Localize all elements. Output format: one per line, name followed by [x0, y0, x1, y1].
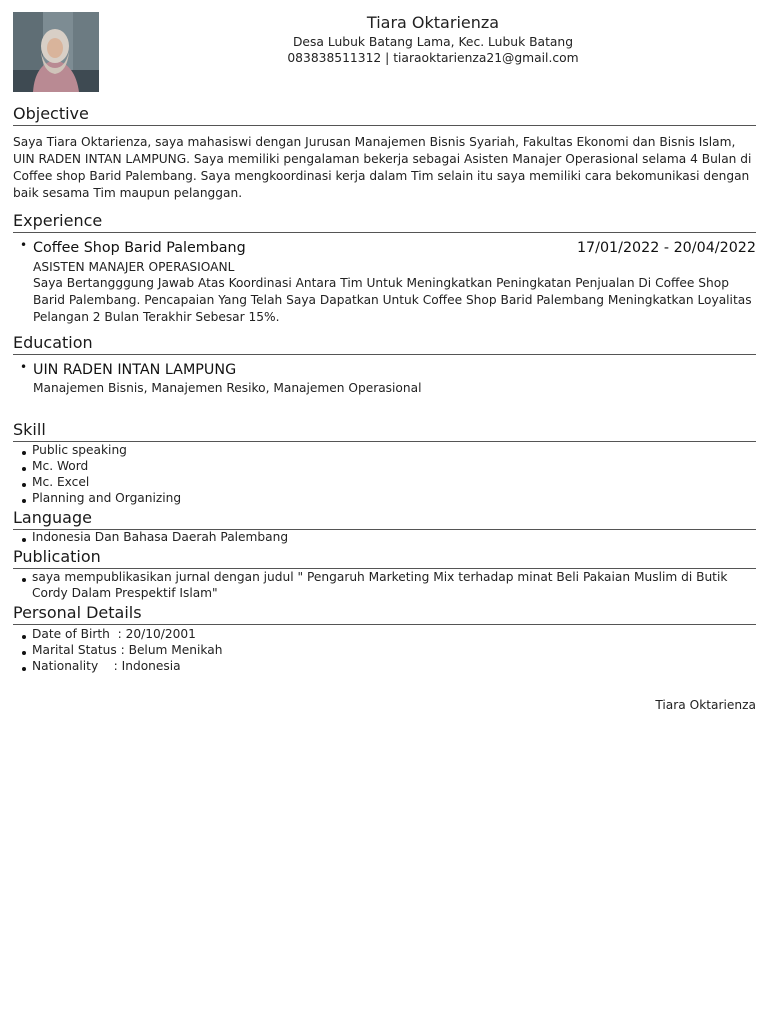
list-item: Date of Birth : 20/10/2001: [13, 626, 756, 642]
section-title-publication: Publication: [13, 547, 756, 569]
experience-role: ASISTEN MANAJER OPERASIOANL: [33, 260, 235, 274]
experience-description: Saya Bertangggung Jawab Atas Koordinasi Antara Tim Untuk Meningkatkan Peningkatan Penjualan Di Coffee Shop Barid Palembang. Pencapaian Yang Telah Saya Dapatkan Untuk Coffee Shop Barid Palembang Meningkatkan Loyalitas Pelangan 2 Bulan Terakhir Sebesar 15%.: [33, 276, 752, 324]
publication-list: [13, 569, 756, 601]
bullet-dot: [22, 538, 26, 542]
bullet-dot: [22, 467, 26, 471]
list-item: saya mempublikasikan jurnal dengan judul " Pengaruh Marketing Mix terhadap minat Beli Pakaian Muslim di Butik Cordy Dalam Prespektif Islam": [13, 569, 756, 601]
education-detail: Manajemen Bisnis, Manajemen Resiko, Manajemen Operasional: [33, 381, 422, 395]
list-item: Nationality : Indonesia: [13, 658, 756, 674]
bullet-dot: [22, 451, 26, 455]
education-bullet: •: [20, 360, 28, 374]
section-title-objective: Objective: [13, 104, 756, 126]
list-item: Planning and Organizing: [13, 490, 756, 506]
list-item: Indonesia Dan Bahasa Daerah Palembang: [13, 529, 756, 545]
experience-bullet: •: [20, 238, 28, 252]
signature-name: Tiara Oktarienza: [655, 698, 756, 712]
section-title-language: Language: [13, 508, 756, 530]
section-title-experience: Experience: [13, 211, 756, 233]
objective-text: Saya Tiara Oktarienza, saya mahasiswi dengan Jurusan Manajemen Bisnis Syariah, Fakultas Ekonomi dan Bisnis Islam, UIN RADEN INTAN LAMPUNG. Saya memiliki pengalaman bekerja sebagai Asisten Manajer Operasional selama 4 Bulan di Coffee shop Barid Palembang. Saya mengkoordinasi kerja dalam Tim selain itu saya memiliki cara bekomunikasi dengan baik sesama Tim maupun pelanggan.: [13, 135, 752, 200]
candidate-name: Tiara Oktarienza: [366, 13, 500, 32]
list-item: Mc. Word: [13, 458, 756, 474]
candidate-address: Desa Lubuk Batang Lama, Kec. Lubuk Batang: [292, 35, 574, 49]
skill-list: [13, 442, 756, 506]
section-title-education: Education: [13, 333, 756, 355]
section-title-skill: Skill: [13, 420, 756, 442]
bullet-dot: [22, 483, 26, 487]
experience-dates: 17/01/2022 - 20/04/2022: [576, 240, 756, 256]
personal-details-list: [13, 626, 756, 674]
experience-company: Coffee Shop Barid Palembang: [33, 240, 246, 256]
bullet-dot: [22, 651, 26, 655]
candidate-contact: 083838511312 | tiaraoktarienza21@gmail.com: [287, 51, 579, 65]
bullet-dot: [22, 499, 26, 503]
list-item: Mc. Excel: [13, 474, 756, 490]
profile-photo: [13, 12, 99, 92]
education-school: UIN RADEN INTAN LAMPUNG: [33, 362, 237, 378]
list-item: Public speaking: [13, 442, 756, 458]
list-item: Marital Status : Belum Menikah: [13, 642, 756, 658]
section-title-personal-details: Personal Details: [13, 603, 756, 625]
bullet-dot: [22, 667, 26, 671]
bullet-dot: [22, 635, 26, 639]
bullet-dot: [22, 578, 26, 582]
language-list: [13, 529, 756, 545]
